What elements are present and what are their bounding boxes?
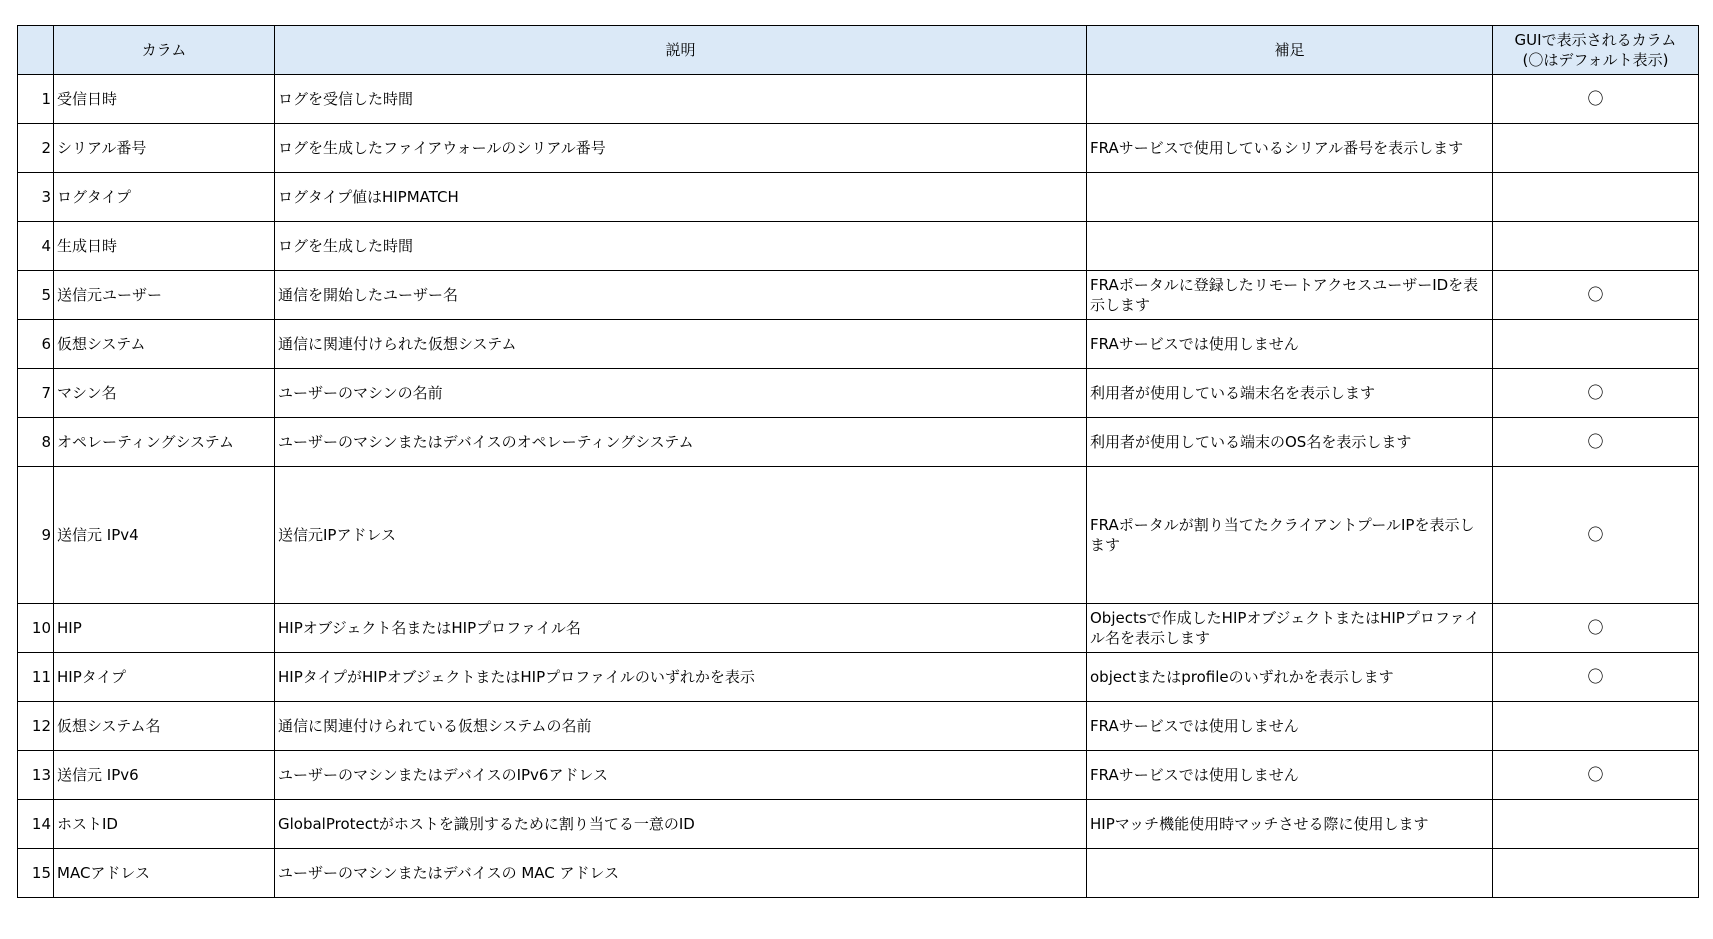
default-display-cell [1493, 222, 1699, 271]
hip-log-columns-table [17, 25, 1699, 898]
table-row [18, 418, 1699, 467]
default-display-cell [1493, 124, 1699, 173]
description-cell: 通信に関連付けられている仮想システムの名前 [275, 702, 1087, 751]
description-cell: ユーザーのマシンまたはデバイスの MAC アドレス [275, 849, 1087, 898]
table-row [18, 702, 1699, 751]
column-name-cell: MACアドレス [54, 849, 275, 898]
table-row [18, 124, 1699, 173]
row-number: 9 [18, 467, 54, 604]
note-cell: FRAサービスで使用しているシリアル番号を表示します [1087, 124, 1493, 173]
note-cell [1087, 173, 1493, 222]
note-cell: FRAサービスでは使用しません [1087, 320, 1493, 369]
default-display-cell: 〇 [1493, 653, 1699, 702]
row-number: 2 [18, 124, 54, 173]
column-name-cell: 送信元 IPv6 [54, 751, 275, 800]
table-row [18, 271, 1699, 320]
table-row [18, 173, 1699, 222]
note-cell: FRAサービスでは使用しません [1087, 751, 1493, 800]
note-cell: FRAサービスでは使用しません [1087, 702, 1493, 751]
header-description: 説明 [275, 26, 1087, 75]
table-row [18, 467, 1699, 604]
default-display-cell: 〇 [1493, 604, 1699, 653]
table-row [18, 653, 1699, 702]
column-name-cell: オペレーティングシステム [54, 418, 275, 467]
description-cell: HIPオブジェクト名またはHIPプロファイル名 [275, 604, 1087, 653]
note-cell: objectまたはprofileのいずれかを表示します [1087, 653, 1493, 702]
note-cell [1087, 849, 1493, 898]
default-display-cell: 〇 [1493, 369, 1699, 418]
default-display-cell: 〇 [1493, 751, 1699, 800]
description-cell: 通信を開始したユーザー名 [275, 271, 1087, 320]
row-number: 4 [18, 222, 54, 271]
default-display-cell: 〇 [1493, 75, 1699, 124]
header-gui-display [1493, 26, 1699, 75]
default-display-cell [1493, 173, 1699, 222]
description-cell: 通信に関連付けられた仮想システム [275, 320, 1087, 369]
header-no [18, 26, 54, 75]
column-name-cell: ログタイプ [54, 173, 275, 222]
note-cell: Objectsで作成したHIPオブジェクトまたはHIPプロファイル名を表示します [1087, 604, 1493, 653]
table-row [18, 320, 1699, 369]
description-cell: ログを生成した時間 [275, 222, 1087, 271]
note-cell [1087, 222, 1493, 271]
header-gui-line2: (〇はデフォルト表示) [1522, 51, 1669, 69]
description-cell: ユーザーのマシンの名前 [275, 369, 1087, 418]
description-cell: ユーザーのマシンまたはデバイスのオペレーティングシステム [275, 418, 1087, 467]
description-cell: ログを生成したファイアウォールのシリアル番号 [275, 124, 1087, 173]
row-number: 14 [18, 800, 54, 849]
row-number: 10 [18, 604, 54, 653]
table-row [18, 222, 1699, 271]
column-name-cell: 仮想システム [54, 320, 275, 369]
table-row [18, 849, 1699, 898]
note-cell: FRAポータルに登録したリモートアクセスユーザーIDを表示します [1087, 271, 1493, 320]
description-cell: 送信元IPアドレス [275, 467, 1087, 604]
table-row [18, 751, 1699, 800]
description-cell: ログを受信した時間 [275, 75, 1087, 124]
row-number: 13 [18, 751, 54, 800]
table-header-row [18, 26, 1699, 75]
description-cell: HIPタイプがHIPオブジェクトまたはHIPプロファイルのいずれかを表示 [275, 653, 1087, 702]
column-name-cell: HIPタイプ [54, 653, 275, 702]
default-display-cell: 〇 [1493, 467, 1699, 604]
table-body [18, 75, 1699, 898]
column-name-cell: 生成日時 [54, 222, 275, 271]
row-number: 7 [18, 369, 54, 418]
row-number: 11 [18, 653, 54, 702]
header-note: 補足 [1087, 26, 1493, 75]
column-name-cell: マシン名 [54, 369, 275, 418]
description-cell: ログタイプ値はHIPMATCH [275, 173, 1087, 222]
default-display-cell [1493, 320, 1699, 369]
description-cell: GlobalProtectがホストを識別するために割り当てる一意のID [275, 800, 1087, 849]
column-name-cell: 受信日時 [54, 75, 275, 124]
note-cell: HIPマッチ機能使用時マッチさせる際に使用します [1087, 800, 1493, 849]
row-number: 1 [18, 75, 54, 124]
table-row [18, 604, 1699, 653]
default-display-cell [1493, 849, 1699, 898]
note-cell [1087, 75, 1493, 124]
column-name-cell: シリアル番号 [54, 124, 275, 173]
row-number: 5 [18, 271, 54, 320]
table-row [18, 800, 1699, 849]
column-name-cell: 送信元 IPv4 [54, 467, 275, 604]
note-cell: 利用者が使用している端末のOS名を表示します [1087, 418, 1493, 467]
column-name-cell: HIP [54, 604, 275, 653]
default-display-cell: 〇 [1493, 271, 1699, 320]
column-name-cell: ホストID [54, 800, 275, 849]
description-cell: ユーザーのマシンまたはデバイスのIPv6アドレス [275, 751, 1087, 800]
default-display-cell [1493, 800, 1699, 849]
header-gui-line1: GUIで表示されるカラム [1514, 31, 1677, 49]
row-number: 12 [18, 702, 54, 751]
column-name-cell: 仮想システム名 [54, 702, 275, 751]
column-name-cell: 送信元ユーザー [54, 271, 275, 320]
row-number: 3 [18, 173, 54, 222]
note-cell: FRAポータルが割り当てたクライアントプールIPを表示します [1087, 467, 1493, 604]
default-display-cell: 〇 [1493, 418, 1699, 467]
row-number: 8 [18, 418, 54, 467]
default-display-cell [1493, 702, 1699, 751]
table-row [18, 75, 1699, 124]
row-number: 15 [18, 849, 54, 898]
table-row [18, 369, 1699, 418]
note-cell: 利用者が使用している端末名を表示します [1087, 369, 1493, 418]
row-number: 6 [18, 320, 54, 369]
header-column: カラム [54, 26, 275, 75]
